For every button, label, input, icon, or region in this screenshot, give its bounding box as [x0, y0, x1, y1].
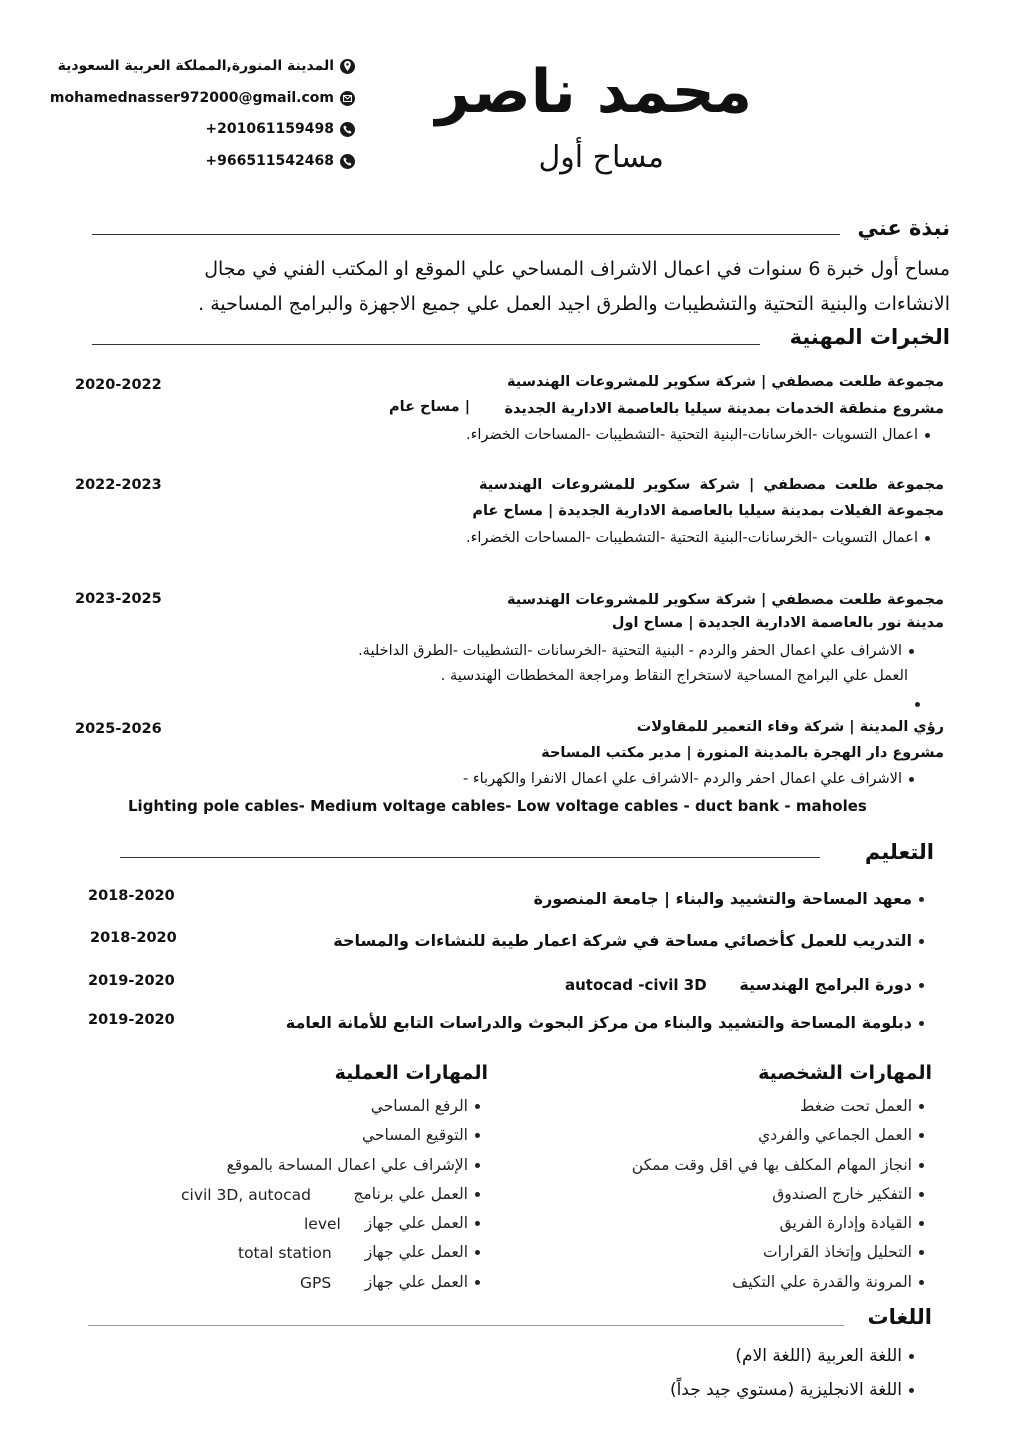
personal-skill-text: انجاز المهام المكلف بها في اقل وقت ممكن [631, 1156, 912, 1174]
practical-skill-item [227, 1156, 480, 1174]
section-divider [120, 857, 820, 858]
language-item [735, 1346, 914, 1366]
personal-skill-text: العمل تحت ضغط [800, 1097, 912, 1115]
language-item [670, 1380, 914, 1400]
personal-skill-item [758, 1126, 924, 1144]
personal-skill-text: القيادة وإدارة الفريق [779, 1214, 912, 1232]
job-company: مجموعة طلعت مصطفي | شركة سكوير للمشروعات الهندسية [507, 374, 944, 390]
practical-skill-item [362, 1126, 480, 1144]
job-position: | مساح عام [389, 399, 470, 415]
job-bullet [466, 427, 930, 443]
practical-skill-device: level [304, 1215, 341, 1233]
contact-location [0, 58, 355, 74]
bullet-icon [475, 1280, 480, 1285]
contact-phone-text[interactable]: +966511542468 [205, 153, 334, 169]
education-item-text: معهد المساحة والتشييد والبناء | جامعة المنصورة [533, 889, 912, 908]
job-date: 2023-2025 [75, 591, 162, 607]
language-text: اللغة الانجليزية (مستوي جيد جداًً) [669, 1380, 902, 1400]
job-bullet-text: الاشراف علي اعمال احفر والردم -الاشراف علي اعمال الانفرا والكهرباء - [462, 771, 902, 787]
bullet-icon [919, 1133, 924, 1138]
practical-skills-title: المهارات العملية [334, 1062, 488, 1084]
phone-icon [340, 122, 355, 137]
education-item-software: autocad -civil 3D [565, 976, 707, 994]
bullet-icon [925, 536, 930, 541]
language-text: اللغة العربية (اللغة الام) [735, 1346, 902, 1366]
bullet-icon [919, 1163, 924, 1168]
practical-skill-text: التوقيع المساحي [361, 1126, 468, 1144]
job-bullet-text: العمل علي البرامج المساحية لاستخراج النقاط ومراجعة المخططات الهندسية . [440, 668, 908, 684]
bullet-icon [475, 1104, 480, 1109]
job-title: مساح أول [538, 140, 664, 175]
job-bullet-text: اعمال التسويات -الخرسانات-البنية التحتية -التشطيبات -المساحات الخضراء. [465, 427, 918, 443]
bullet-icon [909, 649, 914, 654]
job-company: مجموعة طلعت مصطفي | شركة سكوير للمشروعات الهندسية [507, 592, 944, 608]
job-date: 2025-2026 [75, 721, 162, 737]
bullet-icon [915, 702, 920, 707]
practical-skill-device: GPS [300, 1274, 332, 1292]
job-company: مجموعة طلعت مصطفي | شركة سكوير للمشروعات الهندسية [479, 477, 944, 493]
bullet-icon [919, 1280, 924, 1285]
education-item [534, 889, 924, 908]
about-title: نبذة عني [857, 216, 950, 240]
bullet-icon [909, 1354, 914, 1359]
contact-email-text[interactable]: mohamednasser972000@gmail.com [49, 90, 334, 106]
education-date: 2018-2020 [88, 888, 175, 904]
bullet-icon [475, 1133, 480, 1138]
bullet-icon [919, 983, 924, 988]
bullet-icon [919, 1221, 924, 1226]
personal-skill-text: المرونة والقدرة علي التكيف [732, 1273, 912, 1291]
bullet-icon [475, 1221, 480, 1226]
bullet-icon [909, 1388, 914, 1393]
bullet-icon [919, 1021, 924, 1026]
languages-title: اللغات [867, 1305, 932, 1329]
bullet-icon [919, 1192, 924, 1197]
personal-skill-item [800, 1097, 924, 1115]
bullet-icon [475, 1250, 480, 1255]
section-divider [92, 234, 840, 235]
candidate-name: محمد ناصر [435, 57, 752, 127]
education-date: 2019-2020 [88, 973, 175, 989]
practical-skill-item [371, 1097, 480, 1115]
job-project: مدينة نور بالعاصمة الادارية الجديدة | مساح اول [611, 615, 944, 631]
education-item-text: التدريب للعمل كأخصائي مساحة في شركة اعمار طيبة للنشاءات والمساحة [333, 931, 912, 950]
about-line: مساح أول خبرة 6 سنوات في اعمال الاشراف المساحي علي الموقع او المكتب الفني في مجال [204, 258, 950, 280]
personal-skill-item [780, 1214, 924, 1232]
contact-phone-saudi[interactable] [0, 153, 355, 169]
job-bullet [358, 643, 914, 659]
practical-skill-text: العمل علي جهاز [364, 1273, 468, 1291]
personal-skill-text: التفكير خارج الصندوق [772, 1185, 912, 1203]
education-item [286, 1013, 924, 1032]
practical-skill-item [365, 1243, 480, 1261]
job-project: مشروع دار الهجرة بالمدينة المنورة | مدير مكتب المساحة [541, 745, 944, 761]
job-date: 2020-2022 [75, 377, 162, 393]
education-date: 2018-2020 [90, 930, 177, 946]
personal-skill-item [772, 1185, 924, 1203]
job-bullet-text: اعمال التسويات -الخرسانات-البنية التحتية -التشطيبات -المساحات الخضراء. [465, 530, 918, 546]
practical-skill-text: الرفع المساحي [370, 1097, 468, 1115]
personal-skill-text: العمل الجماعي والفردي [758, 1126, 912, 1144]
bullet-icon [925, 433, 930, 438]
job-project: مجموعة الفيلات بمدينة سيليا بالعاصمة الادارية الجديدة | مساح عام [472, 503, 944, 519]
personal-skill-text: التحليل وإتخاذ القرارات [763, 1243, 912, 1261]
envelope-icon [340, 91, 355, 106]
practical-skill-text: العمل علي برنامج [353, 1185, 468, 1203]
education-item-text: دورة البرامج الهندسية [739, 975, 912, 994]
contact-phone-text[interactable]: +201061159498 [205, 121, 334, 137]
contact-phone-egypt[interactable] [0, 121, 355, 137]
bullet-icon [475, 1163, 480, 1168]
job-company: رؤي المدينة | شركة وفاء التعمير للمقاولات [636, 719, 944, 735]
personal-skill-item [632, 1156, 924, 1174]
practical-skill-software: civil 3D, autocad [181, 1186, 311, 1204]
phone-icon [340, 154, 355, 169]
bullet-icon [919, 1250, 924, 1255]
practical-skill-item [353, 1185, 480, 1203]
job-english-line: Lighting pole cables- Medium voltage cables- Low voltage cables - duct bank - maholes [128, 797, 867, 815]
education-item-text: دبلومة المساحة والتشييد والبناء من مركز البحوث والدراسات التابع للأمانة العامة [285, 1013, 912, 1032]
bullet-icon [909, 777, 914, 782]
education-date: 2019-2020 [88, 1012, 175, 1028]
bullet-icon [919, 1104, 924, 1109]
practical-skill-text: العمل علي جهاز [364, 1214, 468, 1232]
bullet-icon [919, 939, 924, 944]
personal-skills-title: المهارات الشخصية [758, 1062, 932, 1084]
bullet-icon [475, 1192, 480, 1197]
about-text [120, 252, 950, 322]
practical-skill-text: العمل علي جهاز [364, 1243, 468, 1261]
education-item [333, 931, 924, 950]
section-divider [92, 344, 760, 345]
contact-location-text: المدينة المنورة,المملكة العربية السعودية [57, 58, 334, 74]
job-bullet [466, 530, 930, 546]
contact-email[interactable] [0, 90, 355, 106]
job-date: 2022-2023 [75, 477, 162, 493]
job-bullet [463, 771, 914, 787]
personal-skill-item [732, 1273, 924, 1291]
job-bullet-text: الاشراف علي اعمال الحفر والردم - البنية التحتية -الخرسانات -التشطيبات -الطرق الداخلية. [358, 643, 902, 659]
experience-title: الخبرات المهنية [789, 325, 950, 349]
about-line: الانشاءات والبنية التحتية والتشطيبات والطرق اجيد العمل علي جميع الاجهزة والبرامج المساحية . [198, 293, 950, 315]
personal-skill-item [763, 1243, 924, 1261]
job-project: مشروع منطقة الخدمات بمدينة سيليا بالعاصمة الادارية الجديدة [504, 401, 944, 417]
practical-skill-text: الإشراف علي اعمال المساحة بالموقع [226, 1156, 468, 1174]
education-title: التعليم [864, 840, 934, 864]
location-pin-icon [340, 59, 355, 74]
practical-skill-item [365, 1273, 480, 1291]
practical-skill-item [365, 1214, 480, 1232]
education-item [739, 975, 924, 994]
practical-skill-device: total station [238, 1244, 332, 1262]
bullet-icon [919, 897, 924, 902]
section-divider [88, 1325, 844, 1326]
